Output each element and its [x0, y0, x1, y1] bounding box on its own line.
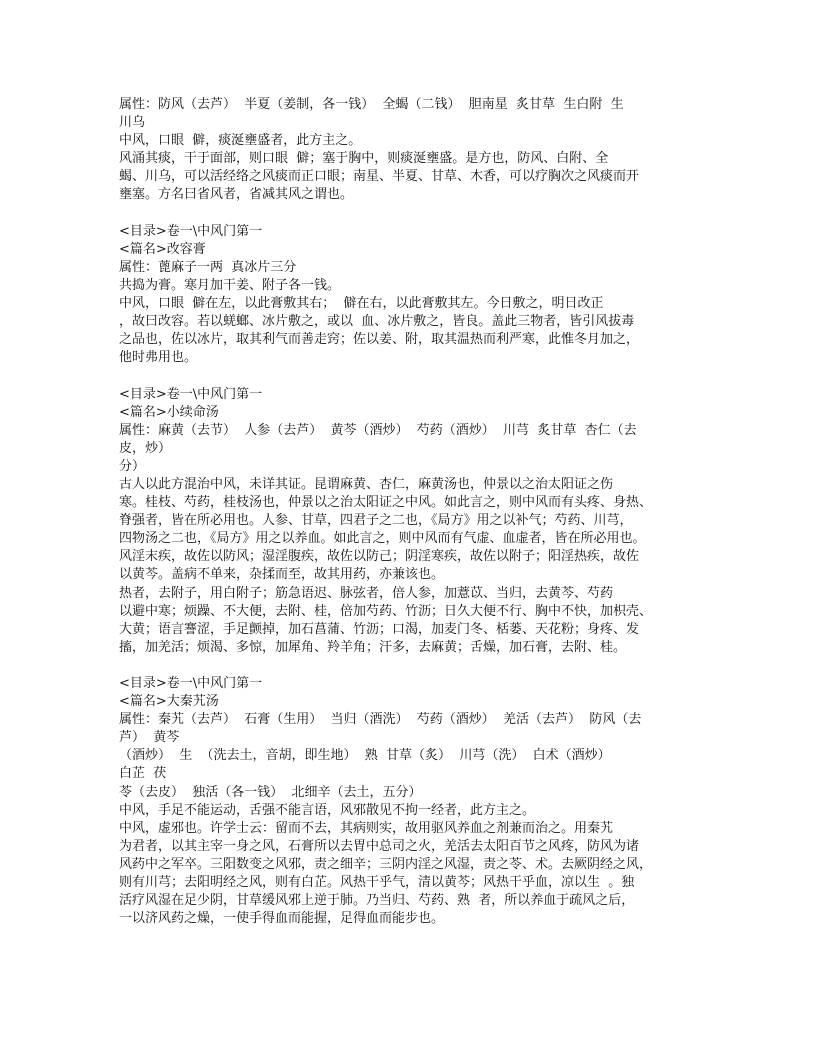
text-line: 古人以此方混治中风，未详其证。昆谓麻黄、杏仁，麻黄汤也，仲景以之治太阳证之伤: [119, 476, 614, 492]
text-line: <篇名>大秦艽汤: [119, 694, 219, 710]
text-line: 大黄；语言謇涩，手足颤掉，加石菖蒲、竹沥；口渴，加麦门冬、栝蒌、天花粉；身疼、发: [119, 621, 640, 637]
text-line: 四物汤之二也，《局方》用之以养血。如此言之，则中风而有气虚、血虚者，皆在所必用也。: [119, 531, 646, 547]
text-line: 脊强者，皆在所必用也。人参、甘草，四君子之二也，《局方》用之以补气；芍药、川芎，: [119, 513, 633, 529]
text-line: 风药中之军卒。三阳数变之风邪，责之细辛；三阴内淫之风湿，责之苓、术。去厥阴经之风，: [119, 856, 653, 872]
text-line: 分）: [119, 458, 146, 474]
text-line: 风涌其痰，干于面部，则口眼 僻；塞于胸中，则痰涎壅盛。是方也，防风、白附、全: [119, 151, 609, 167]
text-line: 以黄芩。盖病不单来，杂揉而至，故其用药，亦兼该也。: [119, 567, 445, 583]
text-line: <目录>卷一\中风门第一: [119, 386, 263, 402]
text-line: 则有川芎；去阳明经之风，则有白芷。风热干乎气，清以黄芩；风热干乎血，凉以生 。独: [119, 875, 635, 891]
text-line: 川乌: [119, 115, 146, 131]
text-line: 热者，去附子，用白附子；筋急语迟、脉弦者，倍人参，加薏苡、当归，去黄芩、芍药: [119, 585, 614, 601]
text-line: 中风，手足不能运动，舌强不能言语，风邪散见不拘一经者，此方主之。: [119, 802, 536, 818]
text-line: 活疗风湿在足少阴，甘草缓风邪上逆于肺。乃当归、芍药、熟 者，所以养血于疏风之后，: [119, 893, 635, 909]
text-line: （酒炒） 生 （洗去土，音胡，即生地） 熟 甘草（炙） 川芎（洗） 白术（酒炒）: [119, 748, 611, 764]
text-line: 白芷 茯: [119, 766, 167, 782]
text-line: 搐，加羌活；烦渴、多惊，加犀角、羚羊角；汗多，去麻黄；舌燥，加石膏，去附、桂。: [119, 639, 627, 655]
section-gap: [119, 657, 699, 675]
text-line: 属性：蓖麻子一两 真冰片三分: [119, 259, 297, 275]
text-line: 苓（去皮） 独活（各一钱） 北细辛（去土，五分）: [119, 784, 422, 800]
text-line: <篇名>改容膏: [119, 241, 206, 257]
text-line: 他时弗用也。: [119, 350, 198, 366]
text-line: 为君者，以其主宰一身之风，石膏所以去胃中总司之火，羌活去太阳百节之风疼，防风为诸: [119, 838, 640, 854]
text-line: 一以济风药之燥，一使手得血而能握，足得血而能步也。: [119, 911, 445, 927]
document-page: [119, 96, 699, 928]
text-line: 属性：秦艽（去芦） 石膏（生用） 当归（酒洗） 芍药（酒炒） 羌活（去芦） 防风（去: [119, 712, 642, 728]
text-line: 中风，口眼 僻在左，以此膏敷其右； 僻在右，以此膏敷其左。今日敷之，明日改正: [119, 296, 604, 312]
text-line: 属性：防风（去芦） 半夏（姜制，各一钱） 全蝎（二钱） 胆南星 炙甘草 生白附 生: [119, 97, 624, 112]
text-line: <目录>卷一\中风门第一: [119, 223, 263, 239]
text-line: <篇名>小续命汤: [119, 404, 219, 420]
text-line: 蝎、川乌，可以活经络之风痰而正口眼；南星、半夏、甘草、木香，可以疗胸次之风痰而开: [119, 169, 640, 185]
text-line: <目录>卷一\中风门第一: [119, 676, 263, 691]
text-line: 之品也，佐以冰片，取其利气而善走窍；佐以姜、附，取其温热而利严寒，此惟冬月加之，: [119, 332, 640, 348]
text-line: 寒。桂枝、芍药，桂枝汤也，仲景以之治太阳证之中风。如此言之，则中风而有头疼、身热、: [119, 495, 653, 511]
text-line: 中风，虚邪也。许学士云：留而不去，其病则实，故用驱风养血之剂兼而治之。用秦艽: [119, 820, 614, 836]
text-line: 壅塞。方名曰省风者，省减其风之谓也。: [119, 187, 354, 203]
text-line: 以避中寒；烦躁、不大便，去附、桂，倍加芍药、竹沥；日久大便不行、胸中不快，加枳壳、: [119, 603, 653, 619]
text-line: 共捣为膏。寒月加干姜、附子各一钱。: [119, 277, 341, 293]
text-line: 风淫末疾，故佐以防风；湿淫腹疾，故佐以防己；阴淫寒疾，故佐以附子；阳淫热疾，故佐: [119, 549, 640, 565]
text-line: 皮，炒）: [119, 440, 172, 456]
section-gap: [119, 367, 699, 385]
text-line: 芦） 黄芩: [119, 730, 180, 746]
text-line: ，故曰改容。若以蜣螂、冰片敷之，或以 血、冰片敷之，皆良。盖此三物者，皆引风拔毒: [119, 314, 635, 330]
text-line: 属性：麻黄（去节） 人参（去芦） 黄芩（酒炒） 芍药（酒炒） 川芎 炙甘草 杏仁（去: [119, 422, 637, 438]
text-line: 中风，口眼 僻，痰涎壅盛者，此方主之。: [119, 133, 362, 149]
section-gap: [119, 205, 699, 223]
